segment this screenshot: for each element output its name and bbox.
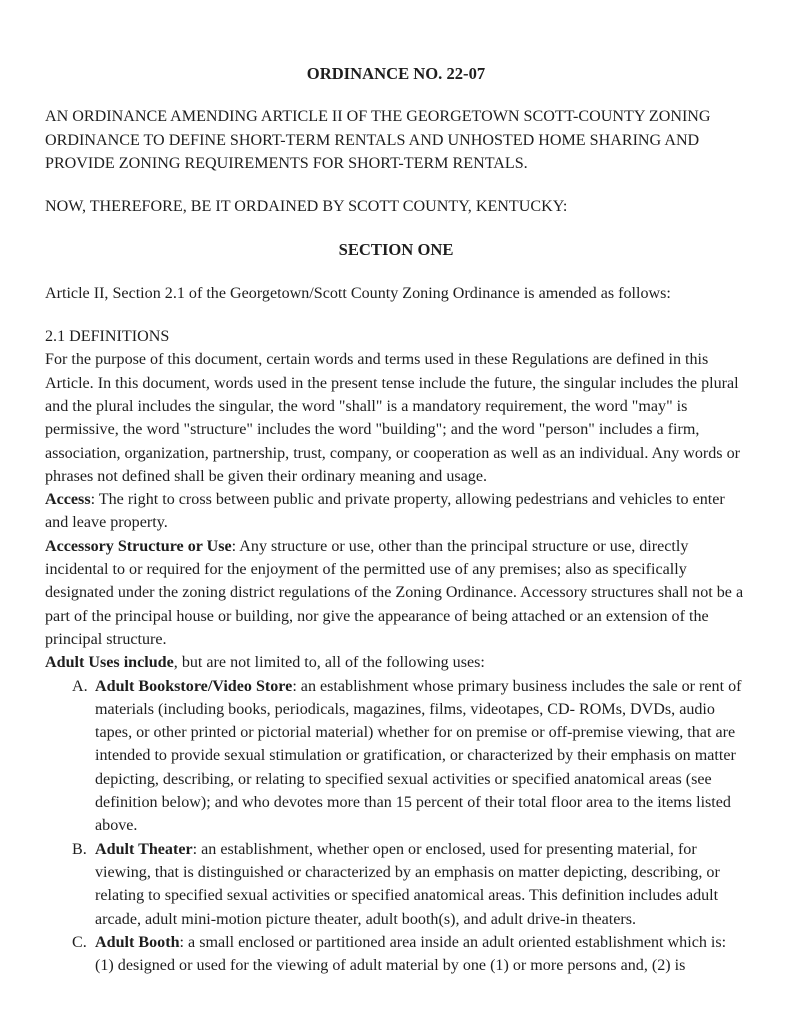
adult-use-item-b — [45, 838, 747, 931]
definition-access — [45, 488, 747, 535]
definition-body: : an establishment whose primary business includes the sale or rent of materials (including books, periodicals, magazines, films, videotapes, CD- ROMs, DVDs, audio tapes, or other printed or pictorial material) whether for on premise or off-premise viewing, that are intended to provide sexual stimulation or gratification, or characterized by their emphasis on matter depicting, describing, or relating to specified sexual activities or specified anatomical areas (see definition below); and who devotes more than 15 percent of their total floor area to the items listed above. — [95, 677, 742, 835]
enactment-clause: NOW, THEREFORE, BE IT ORDAINED BY SCOTT COUNTY, KENTUCKY: — [45, 198, 568, 216]
list-marker: B. — [72, 840, 87, 858]
section-one-heading: SECTION ONE — [338, 240, 454, 260]
adult-use-item-a — [45, 675, 747, 838]
definition-term: Adult Uses include — [45, 654, 174, 672]
definition-body: , but are not limited to, all of the following uses: — [173, 654, 485, 672]
definition-accessory-structure-or-use — [45, 535, 747, 651]
definition-body: : The right to cross between public and private property, allowing pedestrians and vehicles to enter and leave property. — [45, 491, 725, 532]
definitions-heading: 2.1 DEFINITIONS — [45, 328, 170, 346]
preamble-paragraph: AN ORDINANCE AMENDING ARTICLE II OF THE GEORGETOWN SCOTT-COUNTY ZONING ORDINANCE TO DEFINE SHORT-TERM RENTALS AND UNHOSTED HOME SHARING AND PROVIDE ZONING REQUIREMENTS FOR SHORT-TERM RENTALS. — [45, 108, 711, 172]
definition-term: Adult Booth — [95, 933, 180, 951]
definition-term: Access — [45, 491, 91, 509]
amendment-statement: Article II, Section 2.1 of the Georgetown/Scott County Zoning Ordinance is amended as follows: — [45, 284, 671, 302]
definition-adult-uses — [45, 651, 747, 674]
definition-term: Adult Theater — [95, 840, 193, 858]
definition-body: : Any structure or use, other than the principal structure or use, directly incidental to or required for the enjoyment of the permitted use of any premises; also as specifically designated under the zoning district regulations of the Zoning Ordinance. Accessory structures shall not be a part of the principal house or building, nor give the appearance of being attached or an extension of the principal structure. — [45, 537, 744, 648]
list-marker: C. — [72, 933, 87, 951]
definition-term: Adult Bookstore/Video Store — [95, 677, 293, 695]
list-marker: A. — [72, 677, 88, 695]
document-title: ORDINANCE NO. 22-07 — [306, 64, 486, 83]
definitions-intro-paragraph: For the purpose of this document, certain words and terms used in these Regulations are defined in this Article. In this document, words used in the present tense include the future, the singular includes the plural and the plural includes the singular, the word "shall" is a mandatory requirement, the word "may" is permissive, the word "structure" includes the word "building"; and the word "person" includes a firm, association, organization, partnership, trust, company, or cooperation as well as an individual. Any words or phrases not defined shall be given their ordinary meaning and usage. — [45, 351, 741, 485]
definition-body: : an establishment, whether open or enclosed, used for presenting material, for viewing, that is distinguished or characterized by an emphasis on matter depicting, describing, or relating to specified sexual activities or specified anatomical areas. This definition includes adult arcade, adult mini-motion picture theater, adult booth(s), and adult drive-in theaters. — [95, 840, 720, 928]
definition-term: Accessory Structure or Use — [45, 537, 232, 555]
adult-use-item-c — [45, 931, 747, 978]
definitions-section — [45, 325, 747, 977]
adult-uses-list — [45, 675, 747, 978]
definition-body: : a small enclosed or partitioned area inside an adult oriented establishment which is: (1) designed or used for the viewing of adult material by one (1) or more persons and, (2) is — [95, 933, 727, 975]
